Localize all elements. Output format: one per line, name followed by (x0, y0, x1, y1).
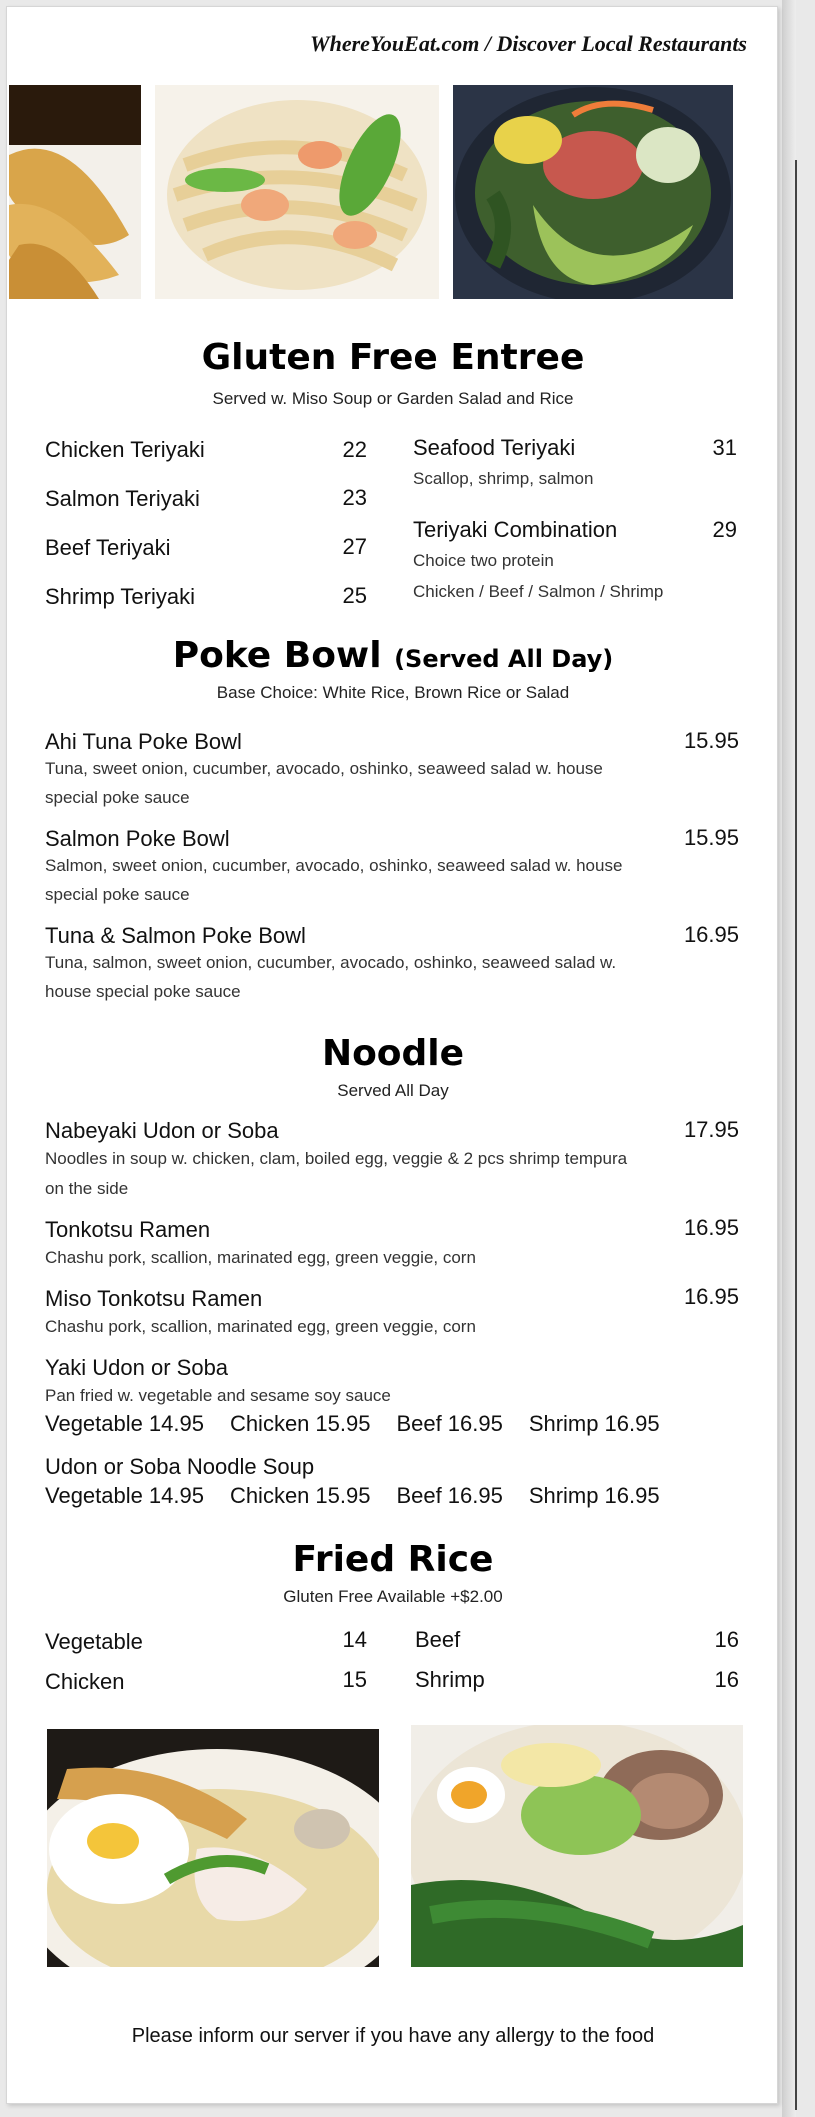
menu-item-price: 25 (342, 583, 367, 608)
menu-item-description: Choice two protein (413, 551, 554, 570)
yaki-udon-photo (155, 85, 439, 299)
menu-item-price: 16 (714, 1667, 739, 1692)
menu-item-name: Nabeyaki Udon or Soba (45, 1118, 279, 1143)
menu-item-price: 15 (342, 1667, 367, 1692)
menu-item-description: Scallop, shrimp, salmon (413, 469, 594, 488)
menu-item-name: Ahi Tuna Poke Bowl (45, 729, 242, 754)
menu-item-name: Miso Tonkotsu Ramen (45, 1286, 263, 1311)
menu-item-name: Shrimp Teriyaki (45, 584, 195, 609)
menu-item-description: special poke sauce (45, 885, 190, 904)
page-fold-line (795, 160, 797, 2110)
menu-item-price: 27 (342, 534, 367, 559)
variant-price: 14.95 (148, 1483, 204, 1508)
poke-bowl-title-suffix: (Served All Day) (394, 645, 614, 673)
menu-item-description: Chashu pork, scallion, marinated egg, green veggie, corn (45, 1317, 476, 1336)
allergy-note: Please inform our server if you have any allergy to the food (131, 2025, 655, 2047)
menu-item-price: 16 (714, 1627, 739, 1652)
menu-item-price: 16.95 (683, 1215, 739, 1240)
poke-bowl-subtitle: Base Choice: White Rice, Brown Rice or Salad (216, 683, 570, 702)
menu-item-name: Beef Teriyaki (45, 535, 171, 560)
menu-item-price: 16.95 (683, 922, 739, 947)
menu-item-name: Salmon Teriyaki (45, 486, 200, 511)
menu-item-name: Chicken (45, 1669, 125, 1694)
variant-name: Vegetable (45, 1411, 143, 1436)
menu-item-name: Vegetable (45, 1629, 143, 1654)
variant-price: 14.95 (148, 1411, 204, 1436)
menu-item-name: Shrimp (415, 1667, 485, 1692)
menu-item-name: Seafood Teriyaki (413, 435, 576, 460)
menu-item-price: 23 (342, 485, 367, 510)
noodle-title: Noodle (321, 1033, 465, 1074)
nabeyaki-udon-photo (47, 1729, 379, 1967)
variant-price: 16.95 (447, 1483, 503, 1508)
gluten-free-subtitle: Served w. Miso Soup or Garden Salad and Rice (212, 389, 574, 408)
menu-item-description: Noodles in soup w. chicken, clam, boiled egg, veggie & 2 pcs shrimp tempura (45, 1149, 628, 1168)
noodle-subtitle: Served All Day (337, 1081, 449, 1100)
variant-price-row (45, 1483, 745, 1509)
variant-name: Beef (396, 1411, 442, 1436)
variant-price: 16.95 (447, 1411, 503, 1436)
variant-name: Shrimp (528, 1411, 599, 1436)
menu-item-price: 16.95 (683, 1284, 739, 1309)
menu-item-price: 22 (342, 437, 367, 462)
menu-item-price: 31 (712, 435, 737, 460)
menu-item-price: 14 (342, 1627, 367, 1652)
menu-item-description: Tuna, sweet onion, cucumber, avocado, oshinko, seaweed salad w. house (45, 759, 603, 778)
variant-price: 15.95 (315, 1411, 371, 1436)
variant-name: Chicken (229, 1483, 310, 1508)
gluten-free-title: Gluten Free Entree (201, 337, 585, 378)
menu-item-description: Chicken / Beef / Salmon / Shrimp (413, 582, 664, 601)
menu-item-price: 17.95 (683, 1117, 739, 1142)
menu-item-name: Teriyaki Combination (413, 517, 618, 542)
menu-item-description: Pan fried w. vegetable and sesame soy sauce (45, 1386, 391, 1405)
menu-item-description: house special poke sauce (45, 982, 241, 1001)
menu-item-name: Chicken Teriyaki (45, 437, 205, 462)
menu-item-name: Udon or Soba Noodle Soup (45, 1454, 315, 1479)
variant-name: Chicken (229, 1411, 310, 1436)
menu-item-description: on the side (45, 1179, 129, 1198)
page-fold-shadow (782, 0, 796, 2117)
menu-item-price: 15.95 (683, 825, 739, 850)
variant-price: 15.95 (315, 1483, 371, 1508)
variant-price: 16.95 (604, 1411, 660, 1436)
variant-name: Shrimp (528, 1483, 599, 1508)
menu-item-price: 15.95 (683, 728, 739, 753)
menu-item-name: Salmon Poke Bowl (45, 826, 230, 851)
menu-item-description: special poke sauce (45, 788, 190, 807)
poke-bowl-photo (453, 85, 733, 299)
menu-item-description: Chashu pork, scallion, marinated egg, green veggie, corn (45, 1248, 476, 1267)
menu-item-name: Yaki Udon or Soba (45, 1355, 229, 1380)
site-header: WhereYouEat.com / Discover Local Restaurants (310, 31, 747, 56)
poke-bowl-title (7, 635, 779, 676)
variant-price-row (45, 1411, 745, 1437)
tonkotsu-ramen-photo (411, 1725, 743, 1967)
menu-item-name: Beef (415, 1627, 461, 1652)
fried-rice-subtitle: Gluten Free Available +$2.00 (283, 1587, 503, 1606)
poke-bowl-title-main: Poke Bowl (172, 635, 382, 676)
variant-price: 16.95 (604, 1483, 660, 1508)
menu-page (6, 6, 778, 2104)
menu-item-name: Tuna & Salmon Poke Bowl (45, 923, 306, 948)
variant-name: Beef (396, 1483, 442, 1508)
variant-name: Vegetable (45, 1483, 143, 1508)
menu-item-name: Tonkotsu Ramen (45, 1217, 211, 1242)
fried-rice-title: Fried Rice (292, 1539, 494, 1580)
menu-item-price: 29 (712, 517, 737, 542)
menu-item-description: Salmon, sweet onion, cucumber, avocado, oshinko, seaweed salad w. house (45, 856, 623, 875)
menu-item-description: Tuna, salmon, sweet onion, cucumber, avocado, oshinko, seaweed salad w. (45, 953, 617, 972)
tempura-photo (9, 85, 141, 299)
